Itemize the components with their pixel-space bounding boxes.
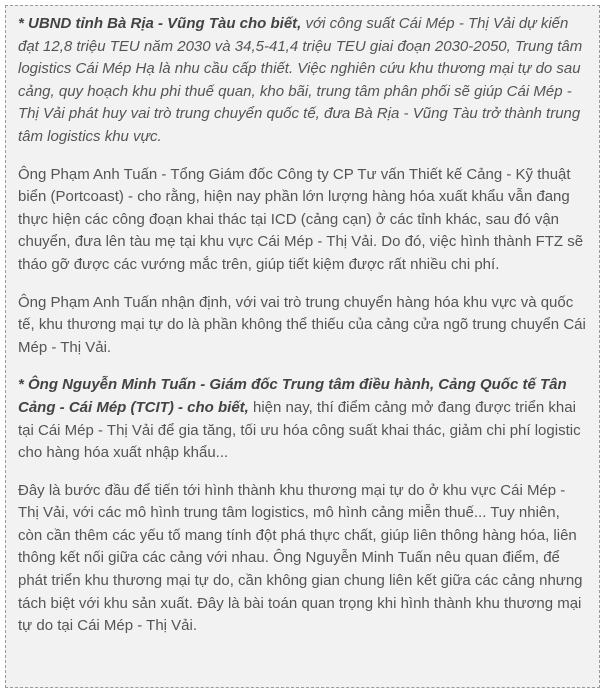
paragraph-2-text: Ông Phạm Anh Tuấn - Tổng Giám đốc Công ty CP Tư vấn Thiết kế Cảng - Kỹ thuật biển (Portcoast) - cho rằng, hiện nay phần lớn lượng hàng hóa xuất khẩu vẫn đang thực hiện các công đoạn khai thác tại ICD (cảng cạn) ở các tỉnh khác, sau đó vận chuyển, đưa lên tàu mẹ tại khu vực Cái Mép - Thị Vải. Do đó, việc hình thành FTZ sẽ tháo gỡ được các vướng mắc trên, giúp tiết kiệm được rất nhiều chi phí. [18, 165, 584, 273]
paragraph-3 [18, 292, 587, 360]
paragraph-3-text: Ông Phạm Anh Tuấn nhận định, với vai trò trung chuyển hàng hóa khu vực và quốc tế, khu thương mại tự do là phần không thể thiếu của cảng cửa ngõ trung chuyển Cái Mép - Thị Vải. [18, 293, 586, 356]
quote-box [5, 5, 600, 688]
paragraph-2 [18, 164, 587, 277]
paragraph-1-lead: * UBND tỉnh Bà Rịa - Vũng Tàu cho biết, [18, 15, 302, 32]
paragraph-4-text: hiện nay, thí điểm cảng mở đang được triển khai tại Cái Mép - Thị Vải để gia tăng, tối ưu hóa công suất khai thác, giảm chi phí logistic cho hàng hóa xuất nhập khẩu... [18, 398, 581, 462]
paragraph-1-text: với công suất Cái Mép - Thị Vải dự kiến đạt 12,8 triệu TEU năm 2030 và 34,5-41,4 triệu TEU giai đoạn 2030-2050, Trung tâm logistics Cái Mép Hạ là nhu cầu cấp thiết. Việc nghiên cứu khu thương mại tự do sau cảng, quy hoạch khu phi thuế quan, kho bãi, trung tâm phân phối sẽ giúp Cái Mép - Thị Vải phát huy vai trò trung chuyển quốc tế, đưa Bà Rịa - Vũng Tàu trở thành trung tâm logistics khu vực. [18, 15, 583, 145]
paragraph-1 [18, 13, 587, 149]
paragraph-4-lead: * Ông Nguyễn Minh Tuấn - Giám đốc Trung tâm điều hành, Cảng Quốc tế Tân Cảng - Cái Mép (TCIT) - cho biết, [18, 376, 567, 416]
paragraph-5 [18, 480, 587, 638]
paragraph-4 [18, 374, 587, 464]
paragraph-5-text: Đây là bước đầu để tiến tới hình thành khu thương mại tự do ở khu vực Cái Mép - Thị Vải, với các mô hình trung tâm logistics, mô hình cảng miễn thuế... Tuy nhiên, còn cần thêm các yếu tố mang tính đột phá thực chất, giúp liên thông hàng hóa, liên thông kết nối giữa các cảng với nhau. Ông Nguyễn Minh Tuấn nêu quan điểm, để phát triển khu thương mại tự do, cần không gian chung liên kết giữa các cảng nhưng tách biệt với khu sản xuất. Đây là bài toán quan trọng khi hình thành khu thương mại tự do tại Cái Mép - Thị Vải. [18, 481, 583, 635]
